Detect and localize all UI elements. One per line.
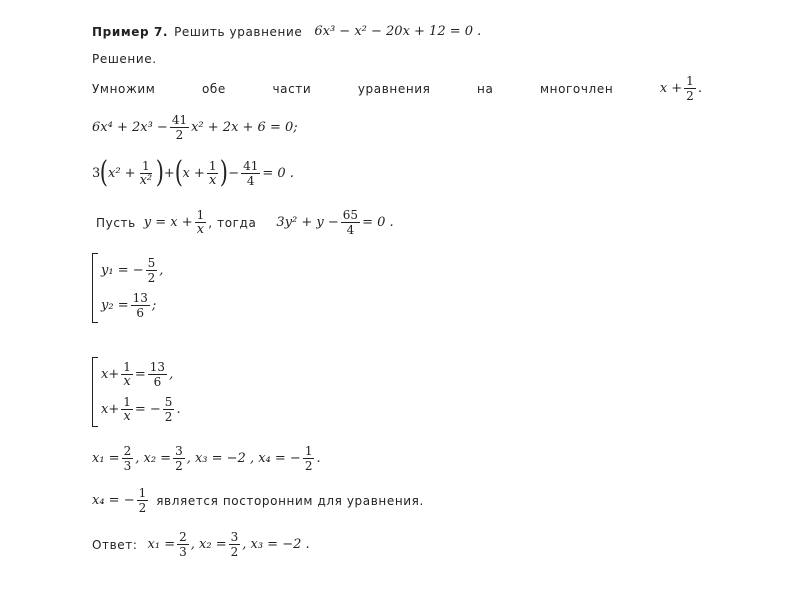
root-x2: , x₂ = — [135, 451, 172, 466]
sx1-eq: = — [134, 367, 146, 382]
polynomial — [660, 74, 702, 103]
equation-2 — [92, 155, 294, 190]
system-x — [92, 357, 181, 427]
sx1-den: 6 — [153, 375, 162, 389]
answer-x1-den: 3 — [179, 545, 187, 559]
sx1-fden: x — [123, 374, 131, 389]
answer-x1-fraction — [177, 530, 189, 559]
y1-num: 5 — [147, 256, 156, 270]
let-fraction — [195, 208, 207, 237]
eq1-part2: x² + 2x + 6 = 0; — [191, 120, 298, 135]
eq2-fraction-3 — [241, 159, 260, 188]
roots-line — [92, 444, 321, 473]
y2-end: ; — [151, 298, 157, 313]
root-x2-fraction — [173, 444, 185, 473]
solution-label: Решение. — [92, 52, 157, 66]
root-x1: x₁ = — [92, 451, 120, 466]
eq2-f3-num: 41 — [243, 158, 259, 173]
system-x-row-1 — [101, 360, 181, 390]
sx2-end: . — [176, 402, 181, 417]
sx2-den: 2 — [164, 410, 173, 424]
poly-x: x + — [659, 81, 683, 96]
y2-lhs: y₂ = — [101, 298, 129, 313]
let-end: = 0 . — [362, 215, 394, 230]
root-x4-fraction — [303, 444, 315, 473]
system-y-row-2 — [101, 291, 163, 321]
sx1-end: , — [169, 367, 174, 382]
answer-x2-den: 2 — [230, 545, 239, 559]
sx2-num: 5 — [164, 395, 173, 409]
substitution-line — [96, 208, 394, 237]
roots-end: . — [316, 451, 321, 466]
answer-x1: x₁ = — [147, 537, 176, 552]
root-x1-num: 2 — [123, 444, 132, 458]
eq2-mid: + — [163, 165, 175, 181]
y1-end: , — [159, 263, 164, 278]
y1-den: 2 — [147, 271, 156, 285]
root-x3-x4: , x₃ = −2 , x₄ = − — [186, 451, 301, 466]
let-y-eq: y = x + — [143, 215, 193, 230]
let-num-2: 65 — [342, 208, 359, 222]
sx2-fnum: 1 — [123, 395, 131, 409]
paren-close-1: ) — [155, 155, 165, 190]
system-y — [92, 253, 163, 323]
word-2: обе — [201, 81, 226, 96]
poly-den: 2 — [686, 89, 694, 103]
eq1-den: 2 — [175, 128, 184, 142]
y2-num: 13 — [132, 291, 148, 305]
example-label: Пример 7. — [92, 24, 169, 39]
extraneous-num: 1 — [138, 486, 147, 500]
sx2-eq: = − — [134, 402, 161, 417]
sx2-fden: x — [123, 409, 131, 424]
answer-x2-num: 3 — [230, 530, 239, 544]
answer-x3: , x₃ = −2 . — [242, 537, 310, 552]
eq1-num: 41 — [171, 113, 188, 127]
y1-fraction — [146, 256, 158, 285]
eq1-fraction — [170, 113, 189, 142]
answer-line — [92, 530, 310, 559]
root-x1-den: 3 — [123, 459, 132, 473]
sx1-fraction-b — [148, 360, 167, 389]
let-den: x — [196, 222, 205, 237]
example-heading — [92, 24, 481, 39]
let-num: 1 — [196, 208, 205, 222]
eq2-f2-num: 1 — [208, 158, 217, 173]
let-then: , тогда — [208, 215, 257, 230]
eq2-f2-den: x — [208, 172, 217, 188]
eq2-a1: x² + — [108, 165, 136, 181]
y1-lhs: y₁ = − — [101, 263, 144, 278]
eq2-f3-den: 4 — [246, 173, 255, 188]
eq2-minus: − — [228, 165, 240, 181]
word-1: Умножим — [92, 81, 156, 96]
root-x1-fraction — [122, 444, 134, 473]
root-x2-num: 3 — [175, 444, 183, 458]
word-4: уравнения — [357, 81, 431, 96]
y2-fraction — [131, 291, 150, 320]
answer-x1-num: 2 — [179, 530, 187, 544]
let-word: Пусть — [96, 215, 136, 230]
extraneous-den: 2 — [138, 501, 147, 515]
sx2-fraction-b — [163, 395, 175, 424]
poly-fraction — [684, 74, 696, 103]
task-text: Решить уравнение — [174, 24, 303, 39]
eq2-a2: x + — [182, 165, 205, 181]
extraneous-x4: x₄ = − — [92, 493, 135, 508]
paren-close-2: ) — [220, 155, 229, 190]
answer-x2: , x₂ = — [190, 537, 227, 552]
sx1-x: x+ — [101, 367, 120, 382]
main-equation: 6x³ − x² − 20x + 12 = 0 . — [314, 24, 482, 39]
sx2-x: x+ — [101, 402, 120, 417]
word-3: части — [272, 81, 312, 96]
paren-open-2: ( — [174, 155, 183, 190]
root-x4-den: 2 — [304, 459, 313, 473]
system-y-row-1 — [101, 256, 163, 286]
eq2-f1-den: x² — [139, 172, 153, 188]
system-bracket-2 — [92, 357, 98, 427]
eq2-fraction-2 — [207, 159, 219, 188]
word-6: многочлен — [539, 81, 614, 96]
system-x-row-2 — [101, 395, 181, 425]
answer-label: Ответ: — [92, 537, 138, 552]
let-equation: 3y² + y − — [276, 215, 339, 230]
eq1-part1: 6x⁴ + 2x³ − — [92, 120, 168, 135]
eq2-lead: 3 — [92, 165, 101, 181]
poly-end: . — [697, 81, 702, 96]
root-x2-den: 2 — [175, 459, 183, 473]
multiply-line — [92, 74, 702, 103]
extraneous-line — [92, 486, 424, 515]
extraneous-text: является посторонним для уравнения. — [156, 493, 424, 508]
equation-1 — [92, 113, 298, 142]
sx1-fraction-a — [121, 360, 133, 389]
solution-heading — [92, 52, 157, 66]
eq2-end: = 0 . — [262, 165, 294, 181]
word-5: на — [477, 81, 494, 96]
paren-open-1: ( — [100, 155, 109, 190]
y2-den: 6 — [136, 306, 145, 320]
poly-num: 1 — [686, 74, 694, 88]
let-fraction-2 — [341, 208, 360, 237]
sx1-num: 13 — [149, 360, 166, 374]
let-den-2: 4 — [346, 223, 355, 237]
answer-x2-fraction — [229, 530, 241, 559]
root-x4-num: 1 — [304, 444, 313, 458]
system-bracket-1 — [92, 253, 98, 323]
sx2-fraction-a — [121, 395, 133, 424]
extraneous-fraction — [137, 486, 149, 515]
eq2-f1-num: 1 — [142, 158, 150, 173]
sx1-fnum: 1 — [123, 360, 131, 374]
eq2-fraction-1 — [138, 159, 155, 188]
